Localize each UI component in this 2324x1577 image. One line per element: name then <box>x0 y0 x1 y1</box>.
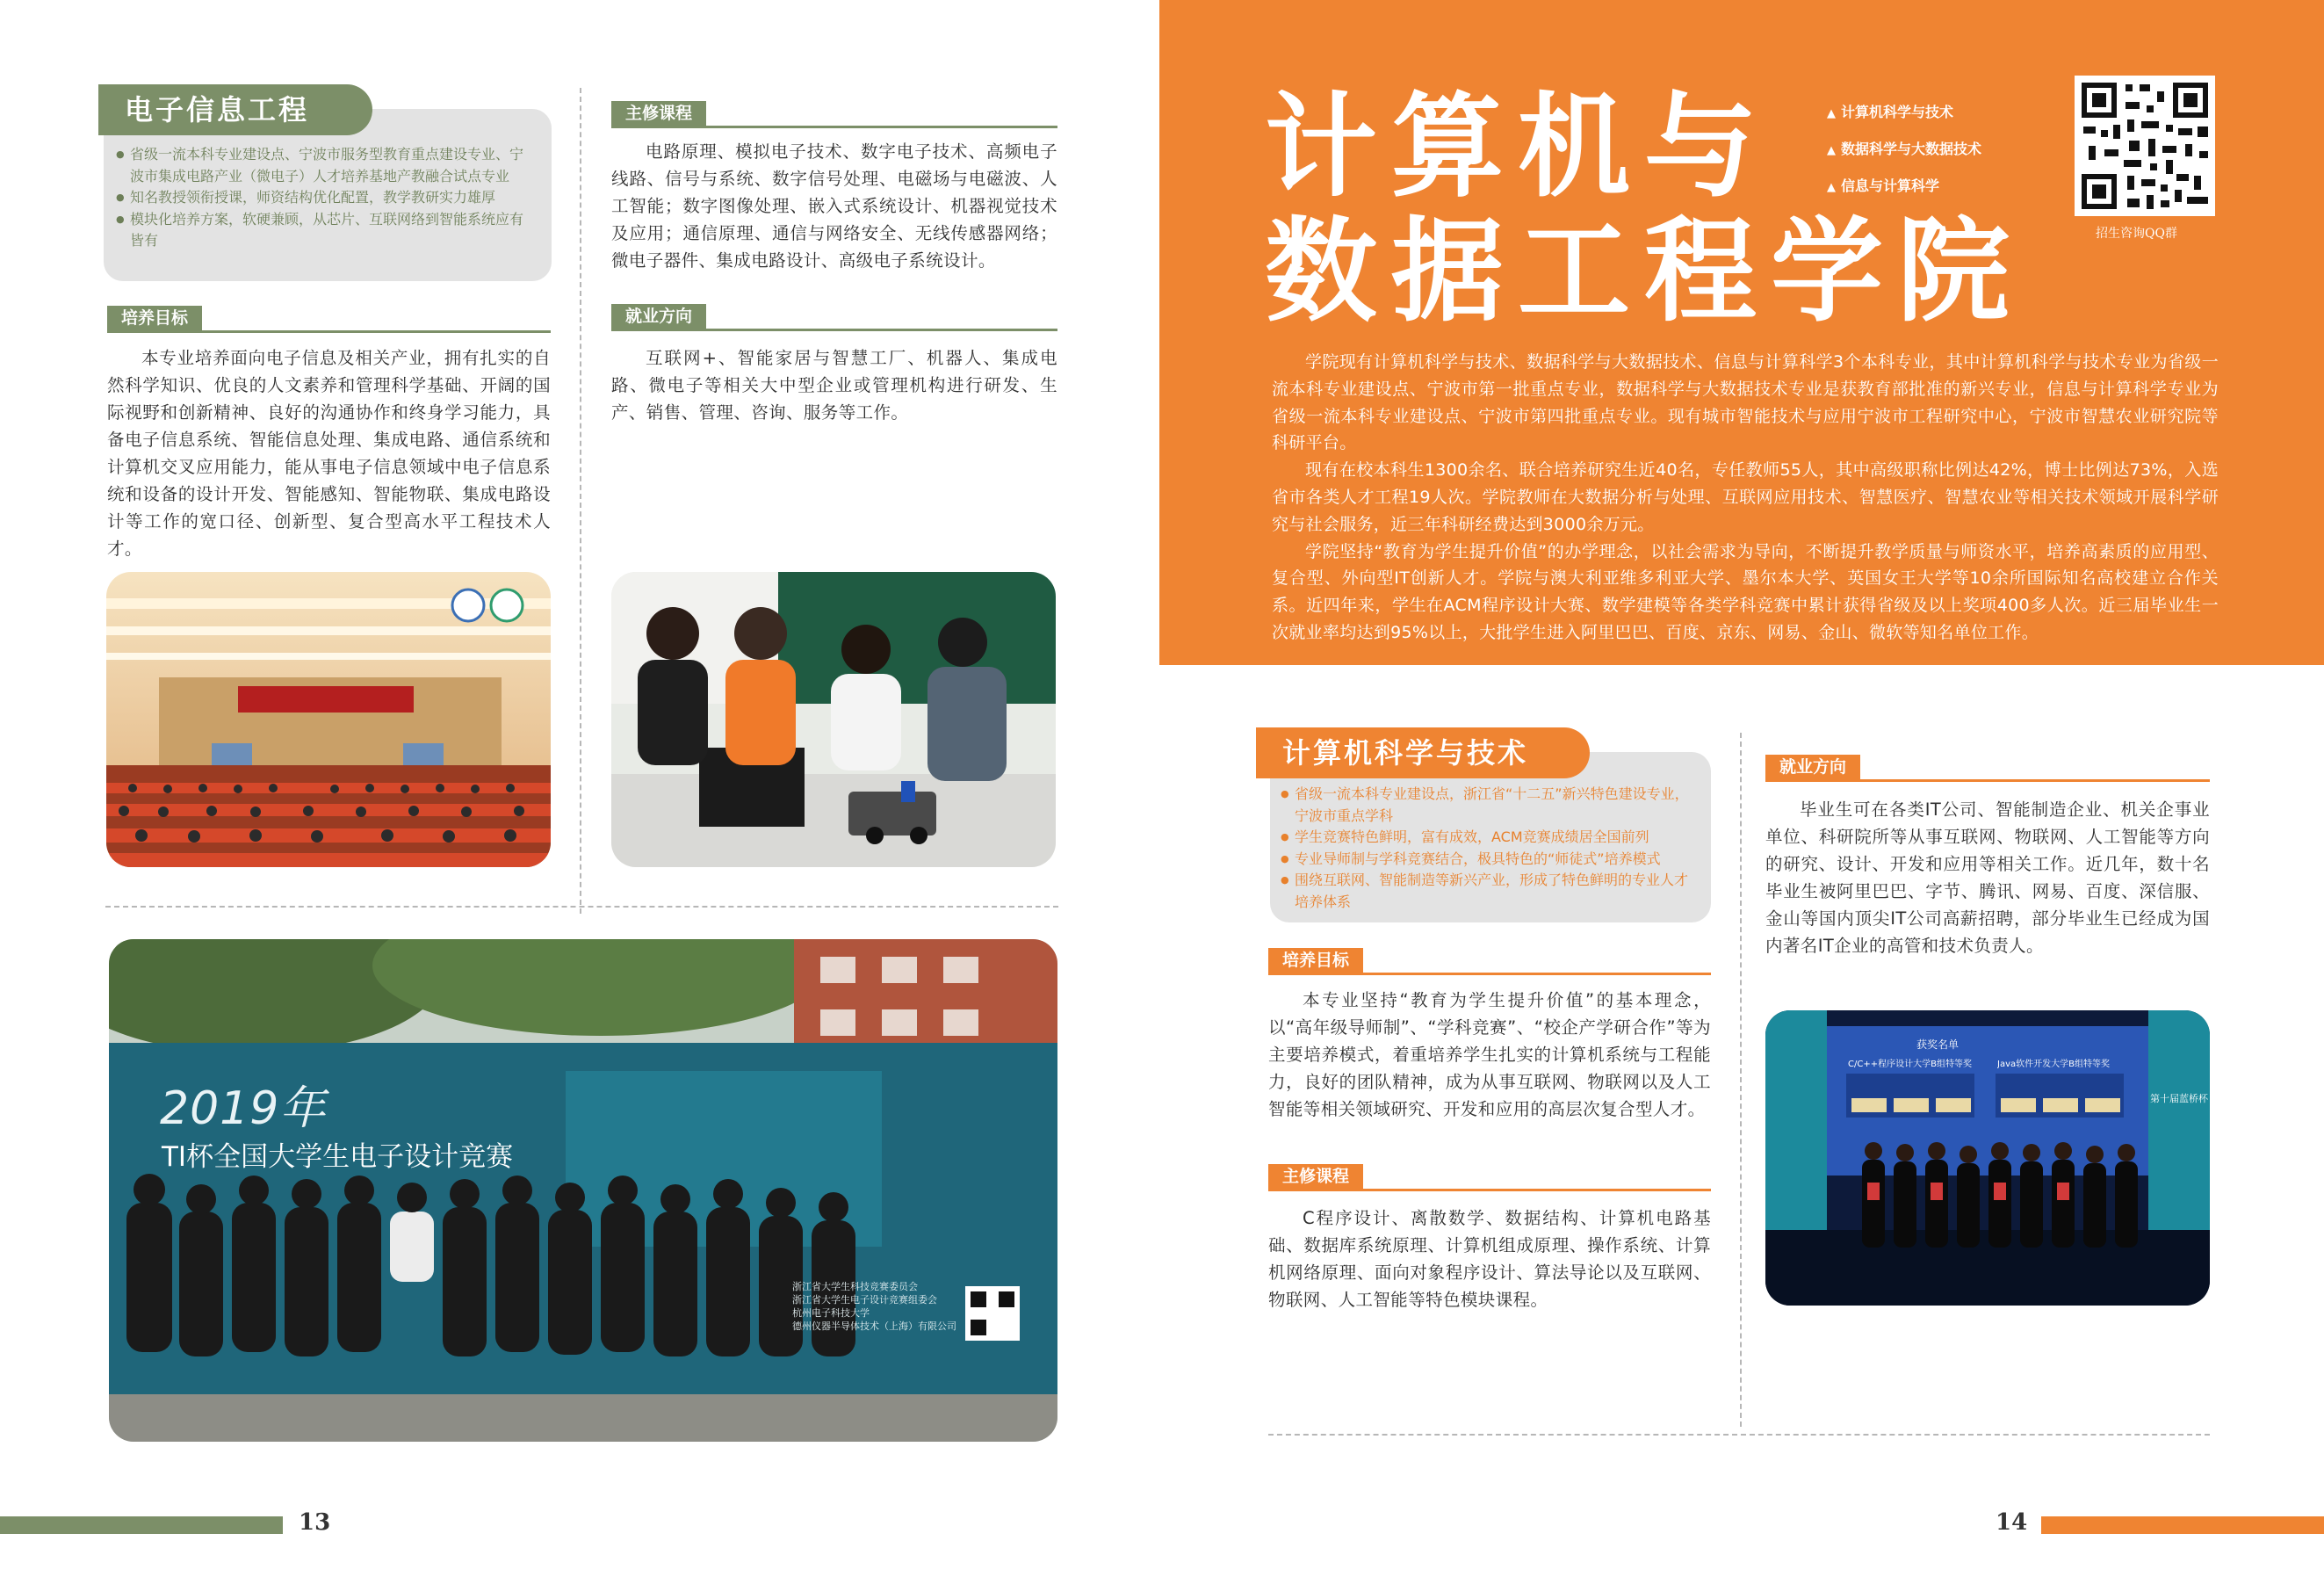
auditorium-photo <box>106 572 551 867</box>
qq-group-qr-code[interactable] <box>2075 76 2215 216</box>
row-divider <box>105 906 1058 908</box>
courses-text-cs: C程序设计、离散数学、数据结构、计算机电路基础、数据库系统原理、计算机组成原理、操作系统、计算机网络原理、面向对象程序设计、算法导论以及互联网、物联网、人工智能等特色模块课程。 <box>1268 1208 1711 1310</box>
section-rule <box>1268 1189 1711 1191</box>
section-tag: 就业方向 <box>611 304 706 329</box>
section-rule <box>611 329 1057 331</box>
career-text-cs: 毕业生可在各类IT公司、智能制造企业、机关企事业单位、科研院所等从事互联网、物联网、人工智能等方向的研究、设计、开发和应用等相关工作。近几年，数十名毕业生被阿里巴巴、字节、腾讯、网易、百度、深信服、金山等国内顶尖IT公司高薪招聘，部分毕业生已经成为国内著名IT企业的高管和技术负责人。 <box>1765 799 2210 956</box>
organizer-line: 浙江省大学生科技竞赛委员会 <box>792 1281 918 1292</box>
major-list <box>1827 95 1981 206</box>
award-name-1: C/C++程序设计大学B组特等奖 <box>1848 1060 1972 1069</box>
students-lab-photo <box>611 572 1056 867</box>
award-ceremony-photo <box>1765 1010 2210 1306</box>
feature-bullets-electronics <box>116 144 529 252</box>
feature-bullet: ● 省级一流本科专业建设点，浙江省“十二五”新兴特色建设专业，宁波市重点学科 <box>1281 784 1693 827</box>
competition-illustration <box>109 939 1057 1442</box>
feature-bullet: ● 模块化培养方案，软硬兼顾，从芯片、互联网络到智能系统应有皆有 <box>116 209 529 252</box>
college-title-line2: 数据工程学院 <box>1265 206 2024 337</box>
section-tag: 主修课程 <box>1268 1164 1363 1189</box>
feature-bullet: ● 知名教授领衔授课，师资结构优化配置，教学教研实力雄厚 <box>116 187 529 209</box>
feature-bullet: ● 省级一流本科专业建设点、宁波市服务型教育重点建设专业、宁波市集成电路产业（微电子）人才培养基地产教融合试点专业 <box>116 144 529 187</box>
section-heading-goal-cs <box>1268 948 1711 973</box>
feature-title-cs: 计算机科学与技术 <box>1256 727 1590 778</box>
feature-bullets-cs <box>1281 784 1693 913</box>
section-rule <box>611 126 1057 128</box>
major-item: ▲ 数据科学与大数据技术 <box>1827 132 1981 169</box>
section-tag: 主修课程 <box>611 101 706 126</box>
feature-bullet: ● 专业导师制与学科竞赛结合，极具特色的“师徒式”培养模式 <box>1281 849 1693 871</box>
feature-bullet: ● 学生竞赛特色鲜明，富有成效，ACM竞赛成绩居全国前列 <box>1281 827 1693 849</box>
column-divider <box>580 88 581 914</box>
organizer-line: 杭州电子科技大学 <box>792 1307 870 1319</box>
section-rule <box>1765 779 2210 782</box>
section-heading-courses <box>611 101 1057 126</box>
award-illustration <box>1765 1010 2210 1306</box>
major-item: ▲ 信息与计算科学 <box>1827 169 1981 206</box>
section-tag: 培养目标 <box>107 306 202 330</box>
feature-title-electronics: 电子信息工程 <box>98 84 372 135</box>
column-divider <box>1740 733 1742 1427</box>
goal-text: 本专业培养面向电子信息及相关产业，拥有扎实的自然科学知识、优良的人文素养和管理科学基础、开阔的国际视野和创新精神、良好的沟通协作和终身学习能力，具备电子信息系统、智能信息处理、集成电路、通信系统和计算机交叉应用能力，能从事电子信息领域中电子信息系统和设备的设计开发、智能感知、智能物联、集成电路设计等工作的宽口径、创新型、复合型高水平工程技术人才。 <box>107 348 551 559</box>
section-heading-career-cs <box>1765 755 2210 779</box>
section-heading-goal <box>107 306 551 330</box>
organizer-line: 浙江省大学生电子设计竞赛组委会 <box>792 1294 937 1306</box>
goal-text-cs: 本专业坚持“教育为学生提升价值”的基本理念，以“高年级导师制”、“学科竞赛”、“校企产学研合作”等为主要培养模式，着重培养学生扎实的计算机系统与工程能力，良好的团队精神，成为从事互联网、物联网以及人工智能等相关领域研究、开发和应用的高层次复合型人才。 <box>1268 990 1711 1119</box>
qr-code-icon <box>2075 76 2215 216</box>
organizer-line: 德州仪器半导体技术（上海）有限公司 <box>792 1320 956 1332</box>
competition-organizers <box>792 1280 956 1333</box>
section-rule <box>1268 973 1711 975</box>
section-tag: 就业方向 <box>1765 755 1860 779</box>
qr-caption: 招生咨询QQ群 <box>2096 227 2177 241</box>
section-tag: 培养目标 <box>1268 948 1363 973</box>
intro-paragraph: 学院现有计算机科学与技术、数据科学与大数据技术、信息与计算科学3个本科专业，其中计算机科学与技术专业为省级一流本科专业建设点、宁波市第一批重点专业，数据科学与大数据技术专业是获教育部批准的新兴专业，信息与计算科学专业为省级一流本科专业建设点、宁波市第四批重点专业。现有城市智能技术与应用宁波市工程研究中心，宁波市智慧农业研究院等科研平台。 <box>1272 352 2219 453</box>
courses-text: 电路原理、模拟电子技术、数字电子技术、高频电子线路、信号与系统、数字信号处理、电磁场与电磁波、人工智能；数字图像处理、嵌入式系统设计、机器视觉技术及应用；通信原理、通信与网络安全、无线传感器网络；微电子器件、集成电路设计、高级电子系统设计。 <box>611 141 1057 271</box>
section-rule <box>107 330 551 333</box>
college-intro <box>1272 349 2219 647</box>
auditorium-illustration <box>106 572 551 867</box>
page-number-right: 14 <box>1996 1509 2028 1536</box>
major-item: ▲ 计算机科学与技术 <box>1827 95 1981 132</box>
competition-event: TI杯全国大学生电子设计竞赛 <box>162 1141 514 1173</box>
award-side-text: 第十届蓝桥杯 <box>2150 1093 2208 1104</box>
award-name-2: Java软件开发大学B组特等奖 <box>1997 1060 2110 1069</box>
students-lab-illustration <box>611 572 1056 867</box>
page-number-left: 13 <box>299 1509 331 1536</box>
section-heading-career <box>611 304 1057 329</box>
row-divider <box>1268 1434 2210 1436</box>
footer-bar-left <box>0 1516 283 1534</box>
career-text: 互联网+、智能家居与智慧工厂、机器人、集成电路、微电子等相关大中型企业或管理机构进行研发、生产、销售、管理、咨询、服务等工作。 <box>611 348 1057 423</box>
college-title-line1: 计算机与 <box>1265 82 1772 213</box>
competition-year: 2019年 <box>160 1082 327 1135</box>
footer-bar-right <box>2041 1516 2324 1534</box>
intro-paragraph: 现有在校本科生1300余名、联合培养研究生近40名，专任教师55人，其中高级职称比例达42%，博士比例达73%，入选省市各类人才工程19人次。学院教师在大数据分析与处理、互联网应用技术、智慧医疗、智慧农业等相关技术领域开展科学研究与社会服务，近三年科研经费达到3000余万元。 <box>1272 460 2219 534</box>
award-screen-title: 获奖名单 <box>1916 1038 1960 1051</box>
feature-bullet: ● 围绕互联网、智能制造等新兴产业，形成了特色鲜明的专业人才培养体系 <box>1281 870 1693 913</box>
section-heading-courses-cs <box>1268 1164 1711 1189</box>
competition-group-photo <box>109 939 1057 1442</box>
intro-paragraph: 学院坚持“教育为学生提升价值”的办学理念，以社会需求为导向，不断提升教学质量与师资水平，培养高素质的应用型、复合型、外向型IT创新人才。学院与澳大利亚维多利亚大学、墨尔本大学、英国女王大学等10余所国际知名高校建立合作关系。近四年来，学生在ACM程序设计大赛、数学建模等各类学科竞赛中累计获得省级及以上奖项400多人次。近三届毕业生一次就业率均达到95%以上，大批学生进入阿里巴巴、百度、京东、网易、金山、微软等知名单位工作。 <box>1272 541 2219 642</box>
